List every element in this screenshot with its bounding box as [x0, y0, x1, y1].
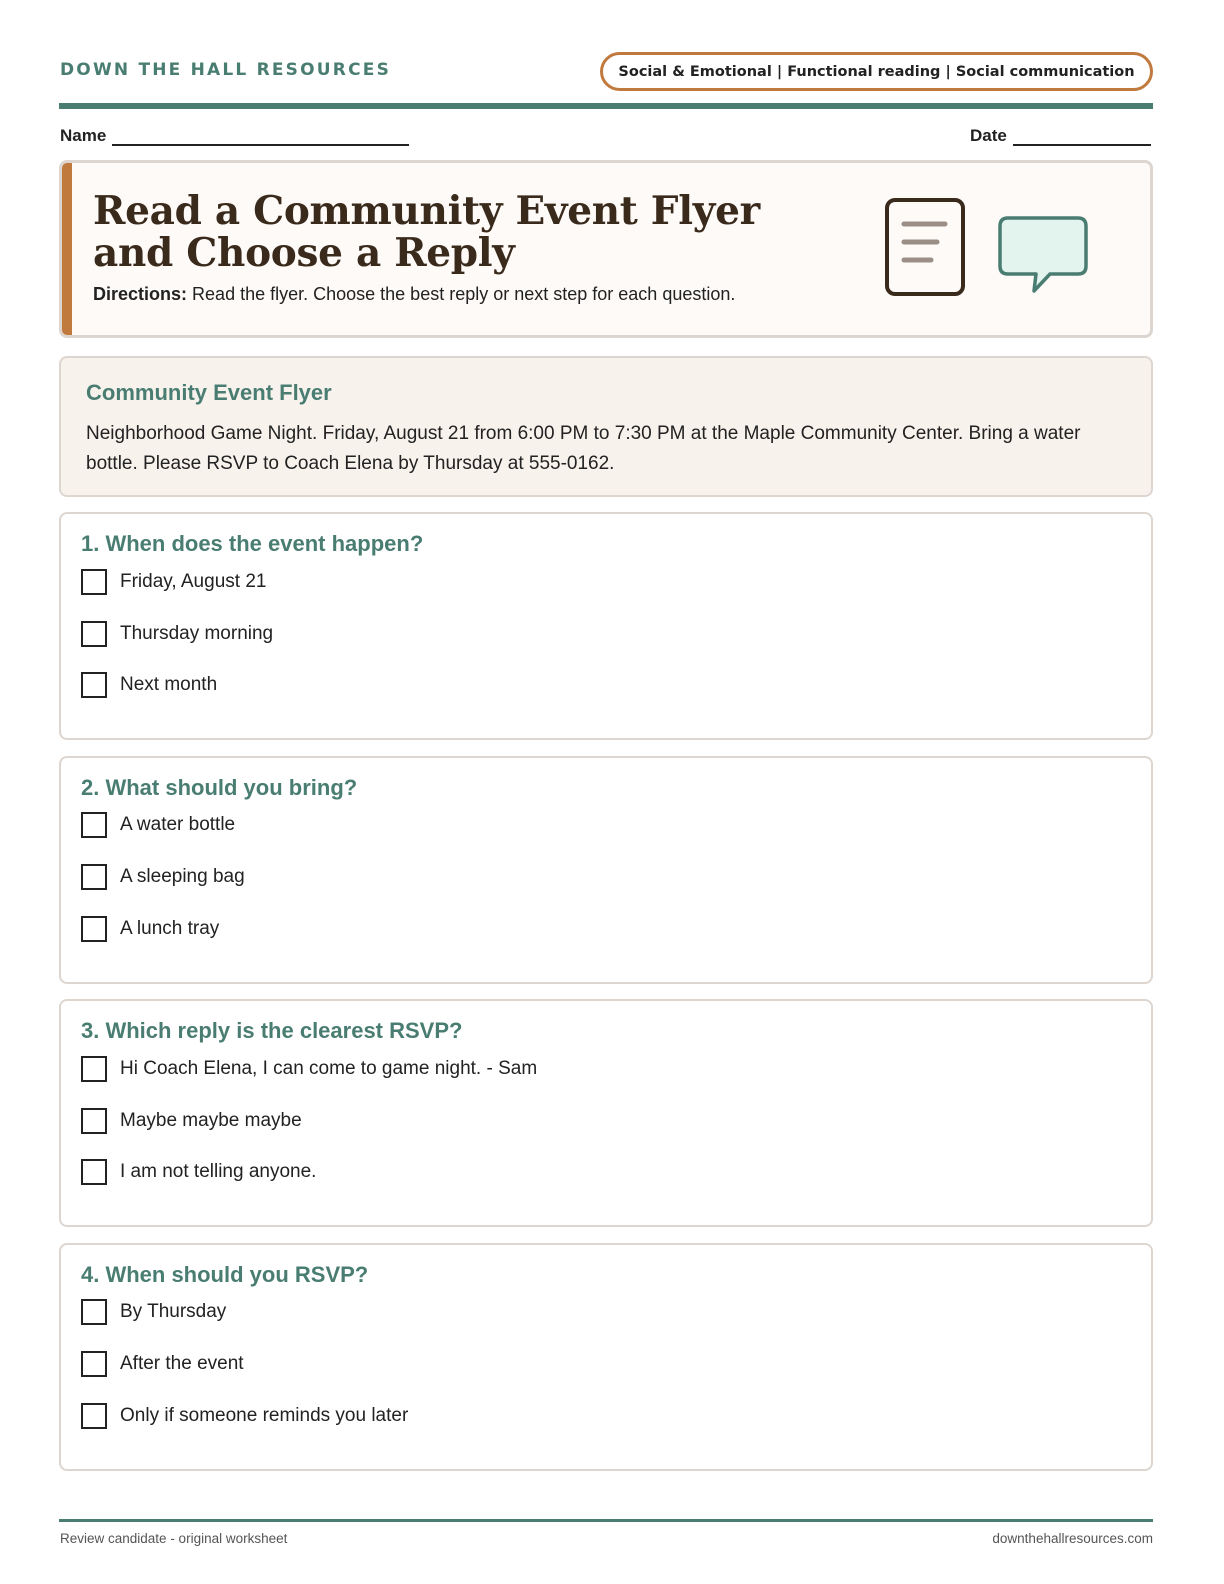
name-blank-line[interactable] — [112, 129, 409, 146]
checkbox[interactable] — [81, 1056, 107, 1082]
title-card — [59, 160, 1153, 338]
checkbox[interactable] — [81, 672, 107, 698]
answer-option[interactable] — [81, 1299, 226, 1325]
answer-option[interactable] — [81, 672, 217, 698]
page-title: Read a Community Event Flyer and Choose a Reply — [93, 188, 760, 276]
answer-label: Friday, August 21 — [120, 571, 267, 592]
flyer-body: Neighborhood Game Night. Friday, August 21 from 6:00 PM to 7:30 PM at the Maple Community Center. Bring a water bottle. Please RSVP to Coach Elena by Thursday at 555-0162. — [86, 423, 1081, 474]
answer-option[interactable] — [81, 1159, 316, 1185]
document-icon — [882, 195, 968, 299]
checkbox[interactable] — [81, 569, 107, 595]
checkbox[interactable] — [81, 864, 107, 890]
question-card-1 — [59, 512, 1153, 740]
question-card-4 — [59, 1243, 1153, 1471]
question-prompt: 3. Which reply is the clearest RSVP? — [81, 1018, 463, 1043]
name-label: Name — [60, 126, 107, 145]
answer-option[interactable] — [81, 569, 266, 595]
checkbox[interactable] — [81, 1108, 107, 1134]
answer-option[interactable] — [81, 812, 235, 838]
directions-label: Directions: — [93, 284, 188, 304]
answer-option[interactable] — [81, 864, 245, 890]
title-accent-bar — [62, 163, 72, 335]
checkbox[interactable] — [81, 1351, 107, 1377]
answer-label: A lunch tray — [120, 918, 220, 939]
answer-option[interactable] — [81, 916, 219, 942]
answer-label: Maybe maybe maybe — [120, 1110, 302, 1131]
directions — [93, 284, 735, 305]
directions-text: Read the flyer. Choose the best reply or next step for each question. — [192, 284, 736, 304]
answer-option[interactable] — [81, 1108, 302, 1134]
answer-label: By Thursday — [120, 1301, 227, 1322]
subject-tags-badge: Social & Emotional | Functional reading | Social communication — [600, 52, 1153, 91]
answer-option[interactable] — [81, 621, 273, 647]
question-prompt: 1. When does the event happen? — [81, 531, 424, 556]
footer-note: Review candidate - original worksheet — [60, 1531, 288, 1546]
checkbox[interactable] — [81, 621, 107, 647]
answer-option[interactable] — [81, 1403, 408, 1429]
question-prompt: 2. What should you bring? — [81, 775, 358, 800]
brand-name: DOWN THE HALL RESOURCES — [60, 60, 392, 80]
answer-option[interactable] — [81, 1351, 244, 1377]
question-prompt: 4. When should you RSVP? — [81, 1262, 369, 1287]
flyer-heading: Community Event Flyer — [86, 380, 332, 405]
answer-option[interactable] — [81, 1056, 537, 1082]
answer-label: A water bottle — [120, 814, 236, 835]
checkbox[interactable] — [81, 812, 107, 838]
name-field[interactable] — [60, 126, 409, 146]
header-divider — [59, 103, 1153, 109]
checkbox[interactable] — [81, 916, 107, 942]
date-blank-line[interactable] — [1013, 129, 1151, 146]
answer-label: Hi Coach Elena, I can come to game night. - Sam — [120, 1058, 538, 1079]
footer-divider — [59, 1519, 1153, 1522]
speech-bubble-icon — [998, 215, 1090, 295]
date-label: Date — [970, 126, 1007, 145]
checkbox[interactable] — [81, 1299, 107, 1325]
checkbox[interactable] — [81, 1403, 107, 1429]
date-field[interactable] — [970, 126, 1151, 146]
flyer-card — [59, 356, 1153, 497]
checkbox[interactable] — [81, 1159, 107, 1185]
answer-label: After the event — [120, 1353, 244, 1374]
answer-label: Next month — [120, 674, 218, 695]
answer-label: I am not telling anyone. — [120, 1161, 317, 1182]
answer-label: Only if someone reminds you later — [120, 1405, 409, 1426]
question-card-3 — [59, 999, 1153, 1227]
answer-label: Thursday morning — [120, 623, 274, 644]
footer-website: downthehallresources.com — [992, 1531, 1153, 1546]
answer-label: A sleeping bag — [120, 866, 245, 887]
question-card-2 — [59, 756, 1153, 984]
